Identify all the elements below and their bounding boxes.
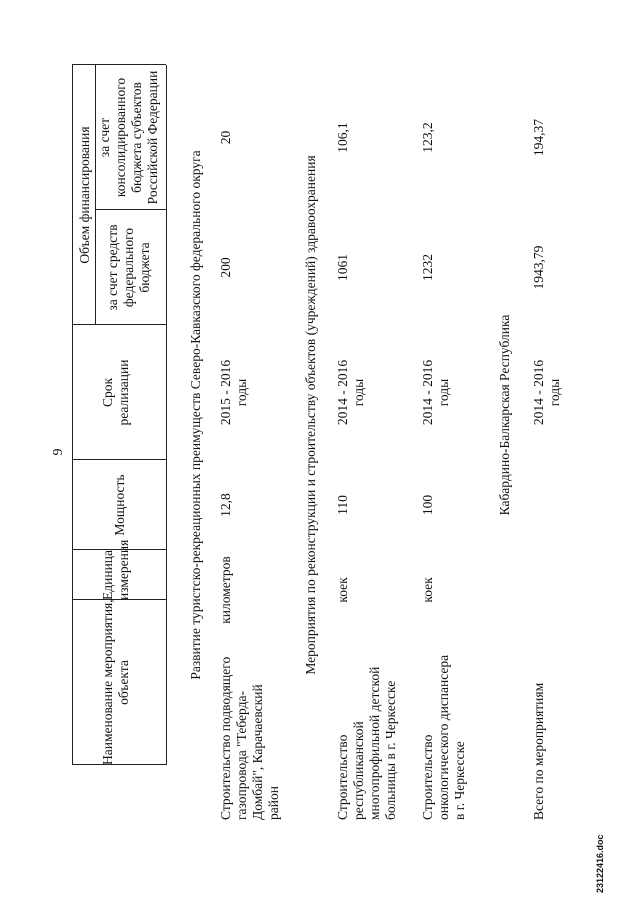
- row-regional: 106,1: [335, 122, 350, 153]
- total-name: Всего по мероприятиям: [531, 682, 546, 820]
- table-top-rule: [72, 65, 73, 765]
- header-regional: за счет консолидированного бюджета субъектов Российской Федерации: [97, 70, 160, 205]
- header-capacity: Мощность: [112, 474, 127, 536]
- section-title: Развитие туристско-рекреационных преимуществ Северо-Кавказского федерального округа: [188, 150, 203, 680]
- row-unit: коек: [420, 577, 435, 603]
- section-title: Кабардино-Балкарская Республика: [497, 314, 512, 516]
- row-name: Строительство подводящего газопровода "Теберда- Домбай", Карачаевский район: [218, 656, 281, 820]
- row-unit: километров: [218, 556, 233, 624]
- row-term: 2014 - 2016 годы: [420, 359, 451, 426]
- header-federal: за счет средств федерального бюджета: [105, 224, 152, 311]
- footer-filename: 23122416.doc: [595, 834, 605, 893]
- funding-split-rule: [95, 65, 96, 325]
- row-regional: 20: [218, 130, 233, 145]
- header-funding: Объем финансирования: [77, 126, 92, 264]
- row-federal: 200: [218, 257, 233, 278]
- row-capacity: 100: [420, 494, 435, 516]
- row-term: 2015 - 2016 годы: [218, 359, 249, 426]
- row-capacity: 110: [335, 495, 350, 515]
- row-unit: коек: [335, 577, 350, 603]
- total-federal: 1943,79: [531, 245, 546, 290]
- table-header-bottom-rule: [166, 65, 167, 765]
- page-number: 9: [51, 448, 66, 456]
- header-name: Наименование мероприятия, объекта: [100, 599, 131, 765]
- total-regional: 194,37: [531, 118, 546, 157]
- row-name: Строительство республиканской многопрофильной детской больницы в г. Черкесске: [335, 666, 398, 820]
- section-title: Мероприятия по реконструкции и строительству объектов (учреждений) здравоохранения: [303, 155, 318, 675]
- row-term: 2014 - 2016 годы: [335, 359, 366, 426]
- row-federal: 1232: [420, 254, 435, 281]
- row-name: Строительство онкологического диспансера в г. Черкесске: [420, 654, 467, 820]
- header-term: Срок реализации: [100, 359, 131, 426]
- total-term: 2014 - 2016 годы: [531, 359, 562, 426]
- header-unit: Единица измерения: [100, 539, 131, 600]
- row-regional: 123,2: [420, 122, 435, 153]
- row-capacity: 12,8: [218, 493, 233, 517]
- row-federal: 1061: [335, 254, 350, 281]
